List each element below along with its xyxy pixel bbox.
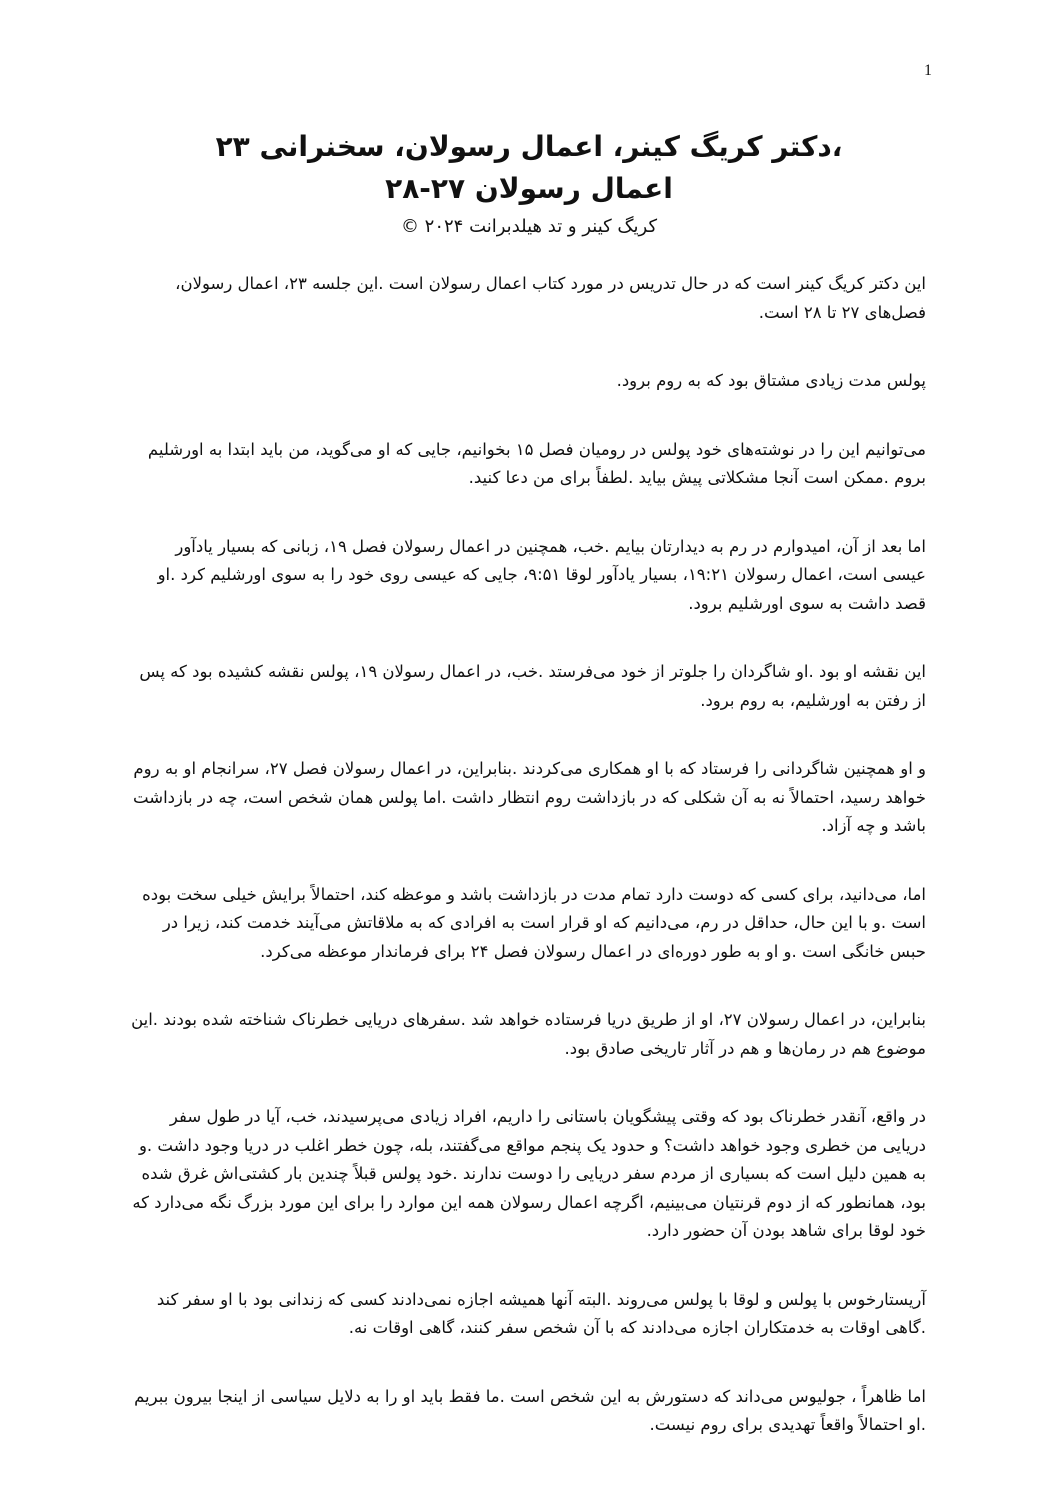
- page-title: ،دکتر کریگ کینر، اعمال رسولان، سخنرانی ۲۳: [215, 130, 843, 163]
- paragraph: اما، می‌دانید، برای کسی که دوست دارد تمام مدت در بازداشت باشد و موعظه کند، احتمالاً برایش خیلی سخت بوده است .و با این حال، حداقل در رم، می‌دانیم که او قرار است به افرادی که به ملاقاتش می‌آیند خدمت کند، زیرا در حبس خانگی است .و او به طور دوره‌ای در اعمال رسولان فصل ۲۴ برای فرماندار موعظه می‌کرد.: [142, 884, 926, 961]
- paragraph: می‌توانیم این را در نوشته‌های خود پولس در رومیان فصل ۱۵ بخوانیم، جایی که او می‌گوید، من باید ابتدا به اورشلیم بروم .ممکن است آنجا مشکلاتی پیش بیاید .لطفاً برای من دعا کنید.: [147, 439, 926, 487]
- title-block: [130, 126, 928, 242]
- copyright-line: کریگ کینر و تد هیلدبرانت ۲۰۲۴ ©: [400, 216, 658, 237]
- paragraph: در واقع، آنقدر خطرناک بود که وقتی پیشگویان باستانی را داریم، افراد زیادی می‌پرسیدند، خب، آیا در طول سفر دریایی من خطری وجود خواهد داشت؟ و حدود یک پنجم مواقع می‌گفتند، بله، چون خطر اغلب در دریا وجود داشت .و به همین دلیل است که بسیاری از مردم سفر دریایی را دوست ندارند .خود پولس قبلاً چندین بار کشتی‌اش غرق شده بود، همانطور که از دوم قرنتیان می‌بینیم، اگرچه اعمال رسولان همه این موارد را برای این مورد بزرگ نگه می‌دارد که خود لوقا برای شاهد بودن آن حضور دارد.: [132, 1107, 926, 1240]
- page-subtitle-reference: اعمال رسولان ۲۷-۲۸: [385, 172, 673, 205]
- paragraph: این نقشه او بود .او شاگردان را جلوتر از خود می‌فرستد .خب، در اعمال رسولان ۱۹، پولس نقشه کشیده بود که پس از رفتن به اورشلیم، به روم برود.: [139, 662, 926, 710]
- paragraph: اما ظاهراً ، جولیوس می‌داند که دستورش به این شخص است .ما فقط باید او را به دلایل سیاسی از اینجا بیرون ببریم .او احتمالاً واقعاً تهدیدی برای روم نیست.: [134, 1386, 926, 1434]
- paragraph: این دکتر کریگ کینر است که در حال تدریس در مورد کتاب اعمال رسولان است .این جلسه ۲۳، اعمال رسولان، فصل‌های ۲۷ تا ۲۸ است.: [175, 274, 926, 322]
- paragraph: بنابراین، در اعمال رسولان ۲۷، او از طریق دریا فرستاده خواهد شد .سفرهای دریایی خطرناک شناخته شده بودند .این موضوع هم در رمان‌ها و هم در آثار تاریخی صادق بود.: [131, 1010, 926, 1058]
- paragraph: آریستارخوس با پولس و لوقا با پولس می‌روند .البته آنها همیشه اجازه نمی‌دادند کسی که زندانی بود با او سفر کند .گاهی اوقات به خدمتکاران اجازه می‌دادند که با آن شخص سفر کنند، گاهی اوقات نه.: [156, 1289, 926, 1337]
- paragraph: و او همچنین شاگردانی را فرستاد که با او همکاری می‌کردند .بنابراین، در اعمال رسولان فصل ۲۷، سرانجام او به روم خواهد رسید، احتمالاً نه به آن شکلی که در بازداشت روم انتظار داشت .اما پولس همان شخص است، چه در بازداشت باشد و چه آزاد.: [133, 759, 926, 835]
- document-body: [128, 270, 926, 1480]
- paragraph: پولس مدت زیادی مشتاق بود که به روم برود.: [616, 371, 926, 390]
- paragraph: اما بعد از آن، امیدوارم در رم به دیدارتان بیایم .خب، همچنین در اعمال رسولان فصل ۱۹، زبانی که بسیار یادآور عیسی است، اعمال رسولان ۱۹:۲۱، بسیار یادآور لوقا ۹:۵۱، جایی که عیسی روی خود را به سوی اورشلیم کرد .او قصد داشت به سوی اورشلیم برود.: [157, 536, 926, 613]
- page-number: 1: [924, 62, 932, 79]
